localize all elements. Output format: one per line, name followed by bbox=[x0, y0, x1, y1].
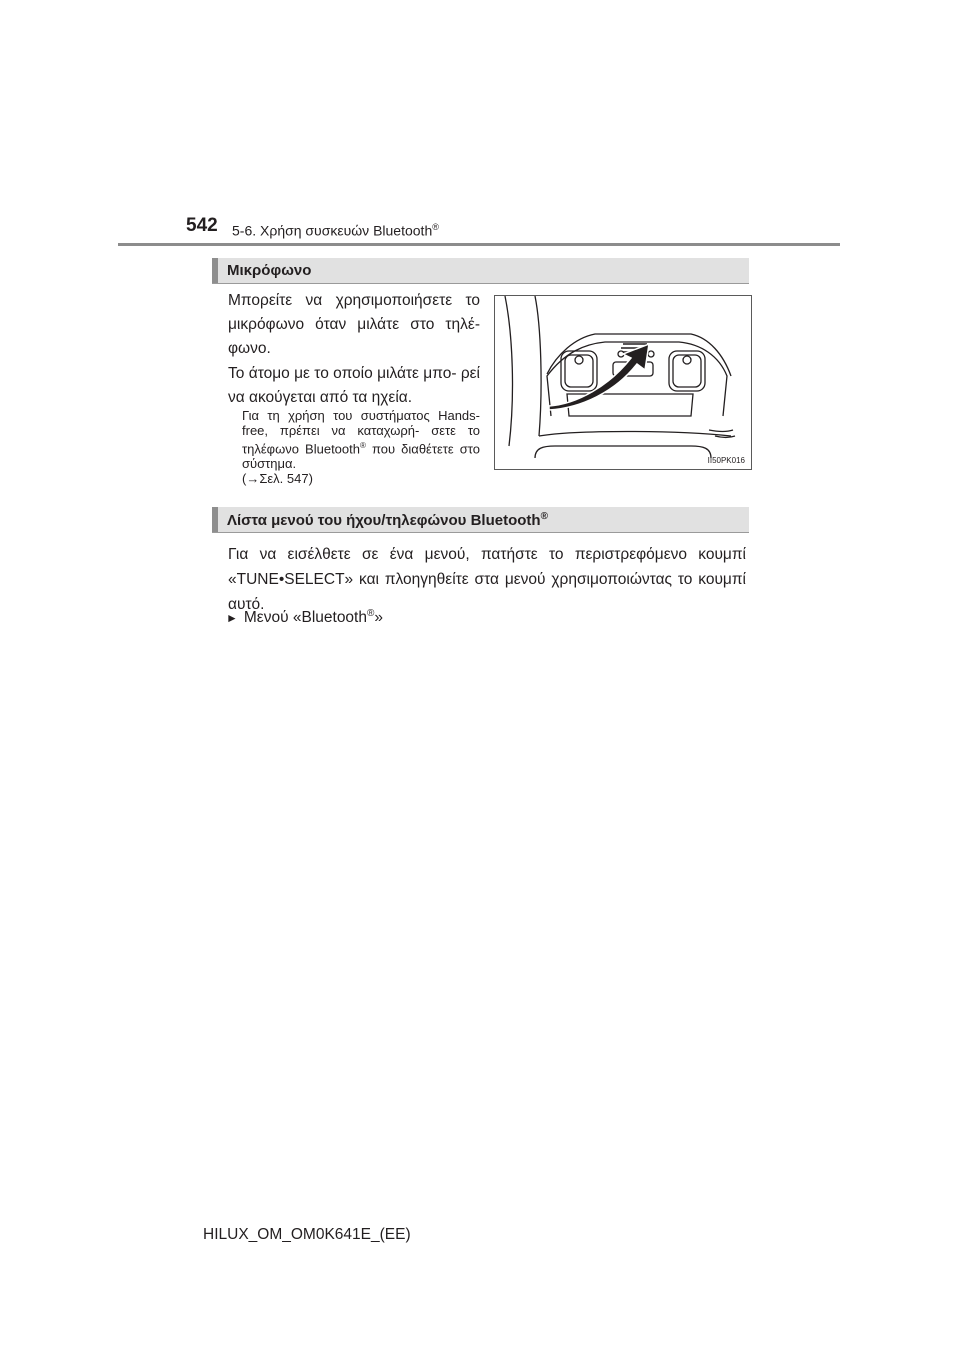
section-title-text: 5-6. Χρήση συσκευών Bluetooth bbox=[232, 222, 433, 239]
heading-accent bbox=[212, 258, 218, 283]
microphone-heading-bar bbox=[212, 258, 749, 284]
section-title-sup: ® bbox=[432, 222, 439, 232]
menu-list-heading-bar bbox=[212, 507, 749, 533]
note-text-2: που διαθέτετε στο σύστημα. bbox=[242, 441, 480, 472]
bullet-end: » bbox=[374, 609, 383, 627]
microphone-heading: Μικρόφωνο bbox=[227, 262, 312, 279]
microphone-note bbox=[242, 408, 480, 486]
heading-accent bbox=[212, 507, 218, 532]
illustration-code: II50PK016 bbox=[707, 456, 745, 465]
section-title bbox=[232, 222, 439, 239]
microphone-illustration bbox=[494, 295, 752, 470]
menu-list-heading-text: Λίστα μενού του ήχου/τηλεφώνου Bluetooth bbox=[227, 512, 541, 529]
bullet-triangle-icon: ► bbox=[226, 611, 238, 626]
note-text-1: Για τη χρήση του συστήματος Hands-free, πρέπει να καταχωρή- σετε το τηλέφωνο Bluetooth bbox=[242, 408, 480, 457]
microphone-paragraph-1: Μπορείτε να χρησιμοποιήσετε το μικρόφωνο όταν μιλάτε στο τηλέ- φωνο. bbox=[228, 292, 480, 357]
footer-doc-code: HILUX_OM_OM0K641E_(EE) bbox=[203, 1226, 411, 1243]
page-number: 542 bbox=[186, 215, 218, 236]
bullet-sup: ® bbox=[366, 608, 375, 619]
overhead-console-drawing bbox=[495, 296, 751, 469]
bullet-text: Μενού «Bluetooth bbox=[243, 609, 367, 627]
microphone-paragraph-2: Το άτομο με το οποίο μιλάτε μπο- ρεί να ακούγεται από τα ηχεία. bbox=[228, 365, 480, 406]
menu-list-heading-sup: ® bbox=[540, 511, 548, 522]
note-sup: ® bbox=[359, 441, 366, 450]
menu-list-heading bbox=[227, 511, 548, 529]
header-rule bbox=[118, 243, 840, 246]
note-page-ref[interactable]: (→Σελ. 547) bbox=[242, 471, 313, 487]
bluetooth-menu-bullet bbox=[226, 608, 383, 627]
menu-list-paragraph: Για να εισέλθετε σε ένα μενού, πατήστε το περιστρεφόμενο κουμπί «TUNE•SELECT» και πλοηγηθείτε στα μενού χρησιμοποιώντας το κουμπί αυτό. bbox=[228, 546, 746, 613]
